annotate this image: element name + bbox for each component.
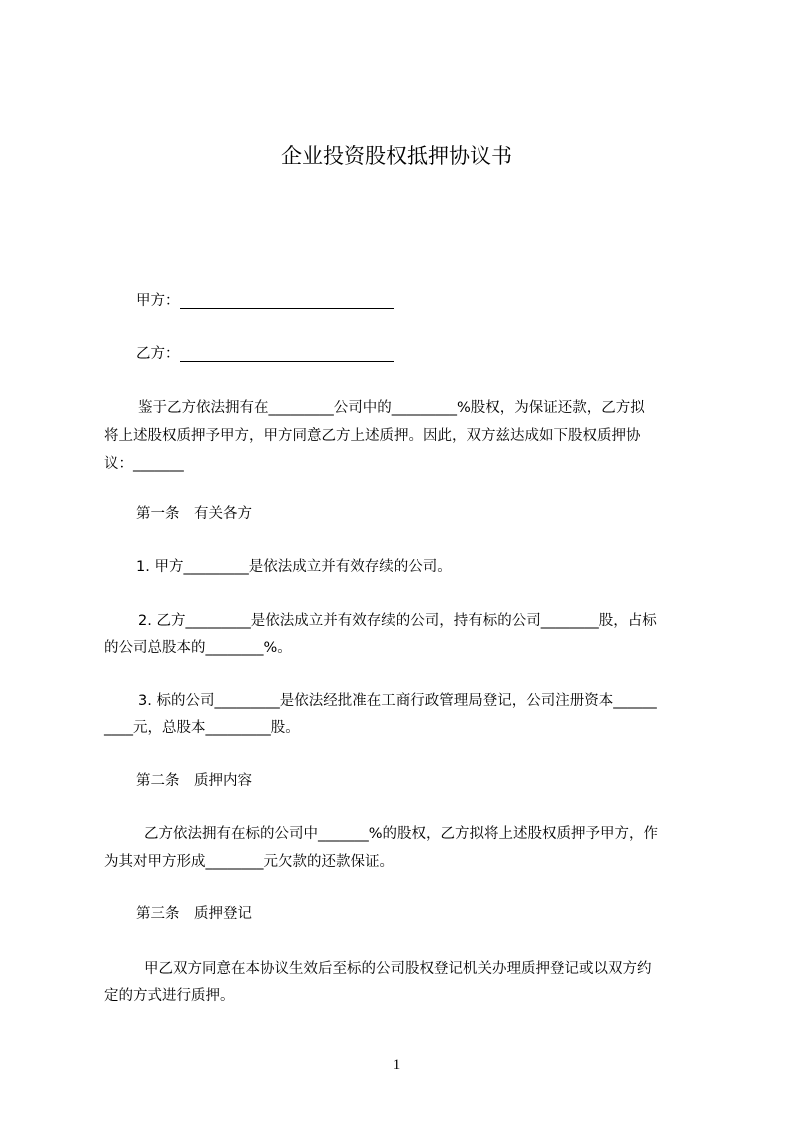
party-b-line [104,340,740,368]
party-b-label: 乙方： [136,346,180,362]
article-1-item-2-line-1: 2. 乙方_________是依法成立并有效存续的公司，持有标的公司________股，占标 [138,613,657,629]
document-title: 企业投资股权抵押协议书 [281,144,512,168]
article-1-item-1: 1. 甲方_________是依法成立并有效存续的公司。 [136,559,452,575]
article-2-heading: 第二条 质押内容 [136,773,252,789]
article-1-item-2-line-2: 的公司总股本的________%。 [104,640,292,656]
preamble-line-3: 议：_______ [104,456,184,472]
preamble-line-2: 将上述股权质押予甲方，甲方同意乙方上述质押。因此，双方兹达成如下股权质押协 [104,428,641,444]
party-a-line [104,287,740,315]
article-1-item-3-line-1: 3. 标的公司_________是依法经批准在工商行政管理局登记，公司注册资本______ [138,693,657,709]
page-number: 1 [392,1057,401,1073]
article-3-paragraph-line-2: 定的方式进行质押。 [104,988,235,1004]
article-1-heading: 第一条 有关各方 [136,506,252,522]
article-3-paragraph-line-1: 甲乙双方同意在本协议生效后至标的公司股权登记机关办理质押登记或以双方约 [144,961,652,977]
party-b-blank [180,345,394,362]
article-1-item-3-line-2: ____元，总股本_________股。 [104,720,300,736]
party-a-label: 甲方： [136,293,180,309]
article-2-paragraph-line-1: 乙方依法拥有在标的公司中_______%的股权，乙方拟将上述股权质押予甲方，作 [144,826,659,842]
article-3-heading: 第三条 质押登记 [136,906,252,922]
article-2-paragraph-line-2: 为其对甲方形成________元欠款的还款保证。 [104,854,394,870]
party-a-blank [180,292,394,309]
preamble-line-1: 鉴于乙方依法拥有在_________公司中的_________%股权，为保证还款，乙方拟 [138,400,645,416]
